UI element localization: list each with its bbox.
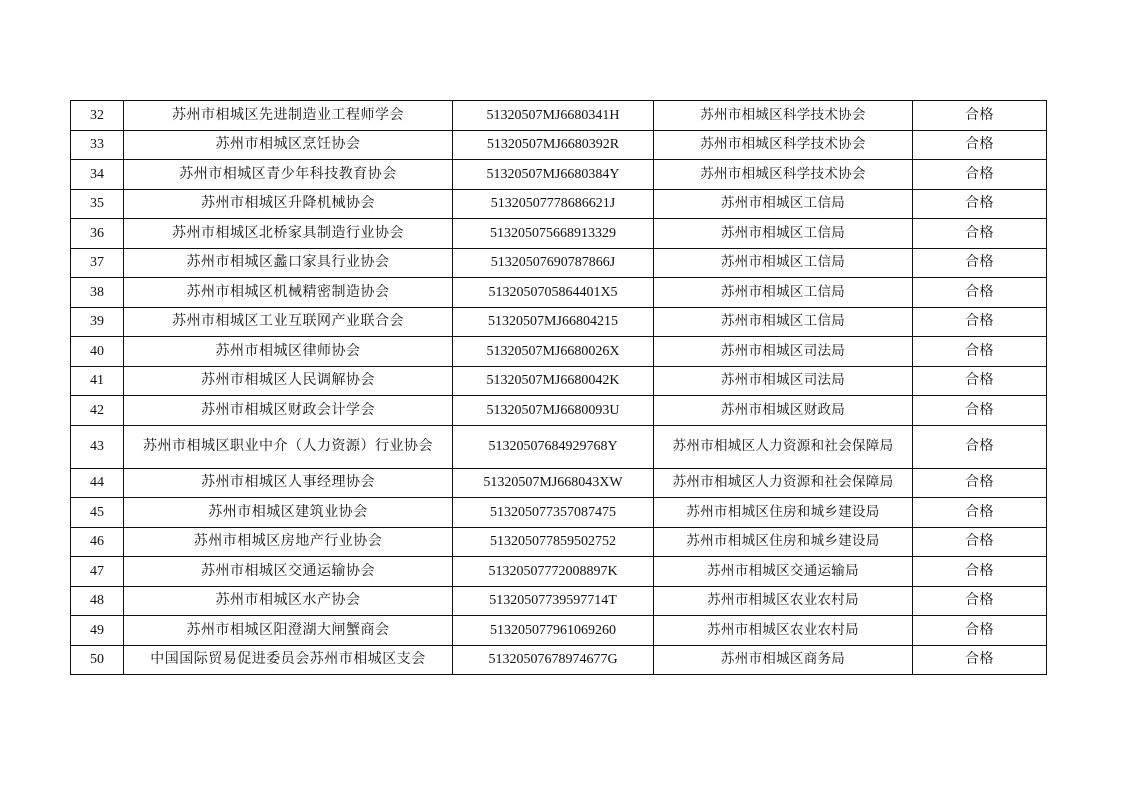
table-row (71, 586, 1047, 616)
row-number: 48 (71, 586, 124, 616)
inspection-result: 合格 (913, 527, 1047, 557)
credit-code: 51320507MJ6680093U (453, 396, 654, 426)
table-row (71, 130, 1047, 160)
supervising-unit: 苏州市相城区司法局 (654, 337, 913, 367)
inspection-result: 合格 (913, 337, 1047, 367)
credit-code: 51320507778686621J (453, 189, 654, 219)
organization-name: 苏州市相城区建筑业协会 (124, 498, 453, 528)
row-number: 46 (71, 527, 124, 557)
table-row (71, 645, 1047, 675)
supervising-unit: 苏州市相城区工信局 (654, 248, 913, 278)
row-number: 37 (71, 248, 124, 278)
organization-name: 苏州市相城区人民调解协会 (124, 366, 453, 396)
credit-code: 51320507772008897K (453, 557, 654, 587)
inspection-result: 合格 (913, 248, 1047, 278)
inspection-result: 合格 (913, 396, 1047, 426)
supervising-unit: 苏州市相城区工信局 (654, 189, 913, 219)
credit-code: 51320507684929768Y (453, 425, 654, 468)
table-row (71, 307, 1047, 337)
supervising-unit: 苏州市相城区工信局 (654, 278, 913, 308)
inspection-result: 合格 (913, 101, 1047, 131)
organization-name: 苏州市相城区交通运输协会 (124, 557, 453, 587)
organization-name: 苏州市相城区烹饪协会 (124, 130, 453, 160)
organization-name: 苏州市相城区升降机械协会 (124, 189, 453, 219)
inspection-result: 合格 (913, 498, 1047, 528)
credit-code: 51320507MJ6680341H (453, 101, 654, 131)
row-number: 40 (71, 337, 124, 367)
credit-code: 51320507MJ6680392R (453, 130, 654, 160)
organization-name: 苏州市相城区青少年科技教育协会 (124, 160, 453, 190)
table-body (71, 101, 1047, 675)
supervising-unit: 苏州市相城区人力资源和社会保障局 (654, 425, 913, 468)
credit-code: 513205077357087475 (453, 498, 654, 528)
row-number: 47 (71, 557, 124, 587)
supervising-unit: 苏州市相城区司法局 (654, 366, 913, 396)
organization-name: 苏州市相城区人事经理协会 (124, 468, 453, 498)
row-number: 36 (71, 219, 124, 249)
table-row (71, 278, 1047, 308)
inspection-result: 合格 (913, 278, 1047, 308)
table-row (71, 425, 1047, 468)
inspection-result: 合格 (913, 219, 1047, 249)
table-row (71, 557, 1047, 587)
supervising-unit: 苏州市相城区工信局 (654, 307, 913, 337)
table-row (71, 219, 1047, 249)
credit-code: 513205077859502752 (453, 527, 654, 557)
row-number: 50 (71, 645, 124, 675)
organization-name: 苏州市相城区工业互联网产业联合会 (124, 307, 453, 337)
organization-name: 苏州市相城区先进制造业工程师学会 (124, 101, 453, 131)
inspection-result: 合格 (913, 366, 1047, 396)
row-number: 39 (71, 307, 124, 337)
credit-code: 51320507MJ6680042K (453, 366, 654, 396)
supervising-unit: 苏州市相城区科学技术协会 (654, 160, 913, 190)
row-number: 43 (71, 425, 124, 468)
organization-name: 苏州市相城区律师协会 (124, 337, 453, 367)
inspection-result: 合格 (913, 616, 1047, 646)
supervising-unit: 苏州市相城区商务局 (654, 645, 913, 675)
organization-name: 苏州市相城区房地产行业协会 (124, 527, 453, 557)
supervising-unit: 苏州市相城区住房和城乡建设局 (654, 498, 913, 528)
credit-code: 5132050705864401X5 (453, 278, 654, 308)
organization-name: 中国国际贸易促进委员会苏州市相城区支会 (124, 645, 453, 675)
credit-code: 513205077961069260 (453, 616, 654, 646)
table-row (71, 248, 1047, 278)
row-number: 35 (71, 189, 124, 219)
organization-name: 苏州市相城区机械精密制造协会 (124, 278, 453, 308)
row-number: 33 (71, 130, 124, 160)
inspection-result: 合格 (913, 586, 1047, 616)
table-row (71, 337, 1047, 367)
supervising-unit: 苏州市相城区科学技术协会 (654, 130, 913, 160)
organization-name: 苏州市相城区北桥家具制造行业协会 (124, 219, 453, 249)
table-row (71, 616, 1047, 646)
credit-code: 51320507739597714T (453, 586, 654, 616)
row-number: 49 (71, 616, 124, 646)
association-table (70, 100, 1047, 675)
organization-name: 苏州市相城区蠡口家具行业协会 (124, 248, 453, 278)
inspection-result: 合格 (913, 425, 1047, 468)
credit-code: 51320507MJ6680026X (453, 337, 654, 367)
table-row (71, 366, 1047, 396)
supervising-unit: 苏州市相城区交通运输局 (654, 557, 913, 587)
row-number: 34 (71, 160, 124, 190)
row-number: 45 (71, 498, 124, 528)
credit-code: 513205075668913329 (453, 219, 654, 249)
inspection-result: 合格 (913, 130, 1047, 160)
credit-code: 51320507690787866J (453, 248, 654, 278)
row-number: 38 (71, 278, 124, 308)
organization-name: 苏州市相城区阳澄湖大闸蟹商会 (124, 616, 453, 646)
organization-name: 苏州市相城区水产协会 (124, 586, 453, 616)
supervising-unit: 苏州市相城区工信局 (654, 219, 913, 249)
table-row (71, 160, 1047, 190)
row-number: 44 (71, 468, 124, 498)
table-row (71, 468, 1047, 498)
credit-code: 51320507MJ668043XW (453, 468, 654, 498)
inspection-result: 合格 (913, 189, 1047, 219)
credit-code: 51320507678974677G (453, 645, 654, 675)
credit-code: 51320507MJ66804215 (453, 307, 654, 337)
credit-code: 51320507MJ6680384Y (453, 160, 654, 190)
inspection-result: 合格 (913, 468, 1047, 498)
table-row (71, 527, 1047, 557)
supervising-unit: 苏州市相城区科学技术协会 (654, 101, 913, 131)
table-row (71, 189, 1047, 219)
organization-name: 苏州市相城区职业中介（人力资源）行业协会 (124, 425, 453, 468)
supervising-unit: 苏州市相城区农业农村局 (654, 616, 913, 646)
organization-name: 苏州市相城区财政会计学会 (124, 396, 453, 426)
supervising-unit: 苏州市相城区人力资源和社会保障局 (654, 468, 913, 498)
supervising-unit: 苏州市相城区财政局 (654, 396, 913, 426)
inspection-result: 合格 (913, 307, 1047, 337)
row-number: 42 (71, 396, 124, 426)
row-number: 32 (71, 101, 124, 131)
supervising-unit: 苏州市相城区住房和城乡建设局 (654, 527, 913, 557)
inspection-result: 合格 (913, 160, 1047, 190)
inspection-result: 合格 (913, 645, 1047, 675)
inspection-result: 合格 (913, 557, 1047, 587)
supervising-unit: 苏州市相城区农业农村局 (654, 586, 913, 616)
table-row (71, 498, 1047, 528)
row-number: 41 (71, 366, 124, 396)
table-row (71, 101, 1047, 131)
table-row (71, 396, 1047, 426)
